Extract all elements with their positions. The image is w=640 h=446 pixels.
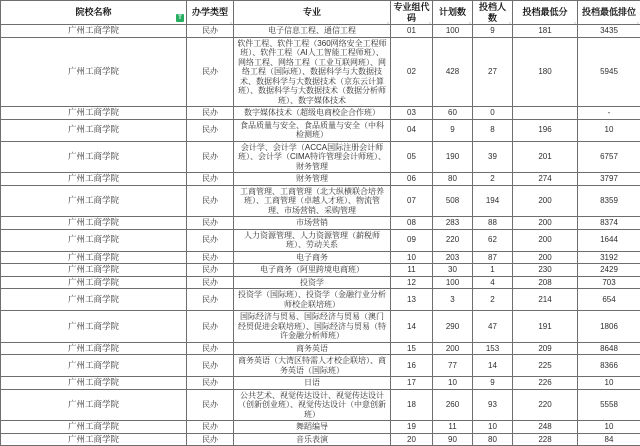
cell-group_code: 13 [391,289,433,311]
cell-school: 广州工商学院 [1,25,187,38]
cell-group_code: 14 [391,311,433,343]
table-row [1,433,640,446]
cell-plan: 100 [433,25,473,38]
cell-type: 民办 [187,37,234,107]
cell-major: 舞蹈编导 [234,421,391,434]
filter-badge-icon[interactable]: T [176,14,184,22]
cell-group_code: 18 [391,389,433,421]
cell-type: 民办 [187,119,234,141]
column-header-label: 投档人数 [479,2,506,23]
column-header-min_score [513,1,578,25]
cell-min_rank: 1806 [578,311,640,343]
cell-major: 商务英语 [234,342,391,355]
cell-major: 国际经济与贸易、国际经济与贸易（澳门经贸促进会联培班）、国际经济与贸易（特许金融分析师班） [234,311,391,343]
table-row [1,311,640,343]
cell-major: 投资学（国际班）、投资学（金融行业分析师校企联培班） [234,289,391,311]
cell-applicants: 10 [473,421,513,434]
cell-type: 民办 [187,289,234,311]
cell-school: 广州工商学院 [1,389,187,421]
cell-type: 民办 [187,421,234,434]
cell-school: 广州工商学院 [1,264,187,277]
cell-type: 民办 [187,355,234,377]
cell-min_rank: 2429 [578,264,640,277]
table-row [1,229,640,251]
cell-min_rank: 10 [578,119,640,141]
column-header-label: 专业组代码 [393,2,429,23]
cell-major: 人力资源管理、人力资源管理（薪税师班）、劳动关系 [234,229,391,251]
column-header-label: 院校名称 [75,7,111,17]
cell-group_code: 17 [391,377,433,390]
cell-min_score: 181 [513,25,578,38]
cell-type: 民办 [187,389,234,421]
cell-plan: 9 [433,119,473,141]
cell-type: 民办 [187,264,234,277]
cell-applicants: 88 [473,217,513,230]
cell-school: 广州工商学院 [1,185,187,217]
cell-school: 广州工商学院 [1,355,187,377]
table-row [1,377,640,390]
table-row [1,276,640,289]
cell-major: 市场营销 [234,217,391,230]
cell-plan: 260 [433,389,473,421]
cell-min_score: 248 [513,421,578,434]
cell-plan: 10 [433,377,473,390]
cell-major: 软件工程、软件工程（360网络安全工程师班）、软件工程（AI人工智能工程师班）、网络工程、网络工程（工业互联网班）、网络工程（国际班）、数据科学与大数据技术、数据科学与大数据技术（京东云计算班）、数据科学与大数据技术（数据分析师班）、数字媒体技术 [234,37,391,107]
cell-plan: 200 [433,342,473,355]
cell-applicants: 8 [473,119,513,141]
cell-major: 会计学、会计学（ACCA国际注册会计师班）、会计学（CIMA特许管理会计师班）、财务管理 [234,141,391,173]
cell-school: 广州工商学院 [1,107,187,120]
cell-applicants: 153 [473,342,513,355]
cell-min_rank: 8648 [578,342,640,355]
cell-plan: 60 [433,107,473,120]
cell-type: 民办 [187,229,234,251]
cell-school: 广州工商学院 [1,217,187,230]
cell-group_code: 07 [391,185,433,217]
table-row [1,185,640,217]
cell-min_score: 180 [513,37,578,107]
cell-plan: 77 [433,355,473,377]
cell-school: 广州工商学院 [1,377,187,390]
cell-group_code: 12 [391,276,433,289]
table-row [1,107,640,120]
cell-school: 广州工商学院 [1,173,187,186]
column-header-type [187,1,234,25]
cell-min_score: 208 [513,276,578,289]
cell-min_score: 200 [513,185,578,217]
table-body [1,25,640,446]
cell-type: 民办 [187,217,234,230]
cell-min_rank: 8366 [578,355,640,377]
cell-plan: 30 [433,264,473,277]
cell-min_rank: 1644 [578,229,640,251]
cell-plan: 290 [433,311,473,343]
cell-min_score: 228 [513,433,578,446]
cell-applicants: 27 [473,37,513,107]
cell-min_rank: 5945 [578,37,640,107]
table-row [1,37,640,107]
table-row [1,421,640,434]
cell-major: 财务管理 [234,173,391,186]
cell-applicants: 93 [473,389,513,421]
table-row [1,355,640,377]
cell-plan: 100 [433,276,473,289]
cell-min_rank: 8359 [578,185,640,217]
header-corner-mark-icon: , [469,18,471,25]
column-header-label: 投档最低排位 [582,7,636,17]
cell-major: 电子商务（阿里跨境电商班） [234,264,391,277]
cell-min_rank: 3797 [578,173,640,186]
cell-applicants: 4 [473,276,513,289]
table-row [1,119,640,141]
header-row [1,1,640,25]
cell-min_score: 214 [513,289,578,311]
header-corner-mark-icon: , [429,18,431,25]
cell-min_score: 226 [513,377,578,390]
cell-plan: 3 [433,289,473,311]
table-row [1,389,640,421]
cell-school: 广州工商学院 [1,119,187,141]
cell-min_score [513,107,578,120]
cell-min_rank: 5558 [578,389,640,421]
cell-plan: 428 [433,37,473,107]
cell-applicants: 1 [473,264,513,277]
cell-major: 日语 [234,377,391,390]
cell-applicants: 194 [473,185,513,217]
cell-plan: 220 [433,229,473,251]
table-header [1,1,640,25]
cell-major: 商务英语（大湾区特需人才校企联培）、商务英语（国际班） [234,355,391,377]
cell-type: 民办 [187,311,234,343]
cell-applicants: 62 [473,229,513,251]
cell-plan: 508 [433,185,473,217]
cell-plan: 203 [433,251,473,264]
cell-major: 工商管理、工商管理（北大纵横联合培养班）、工商管理（卓越人才班）、物流管理、市场营销、采购管理 [234,185,391,217]
cell-min_rank: 3192 [578,251,640,264]
cell-min_score: 274 [513,173,578,186]
cell-major: 电子信息工程、通信工程 [234,25,391,38]
cell-school: 广州工商学院 [1,276,187,289]
column-header-school [1,1,187,25]
column-header-major [234,1,391,25]
cell-type: 民办 [187,433,234,446]
cell-min_rank: 654 [578,289,640,311]
cell-min_score: 201 [513,141,578,173]
cell-min_rank: 6757 [578,141,640,173]
cell-school: 广州工商学院 [1,433,187,446]
column-header-label: 办学类型 [192,7,228,17]
cell-school: 广州工商学院 [1,37,187,107]
cell-plan: 190 [433,141,473,173]
cell-group_code: 04 [391,119,433,141]
cell-min_score: 230 [513,264,578,277]
table-row [1,217,640,230]
cell-major: 投资学 [234,276,391,289]
cell-plan: 283 [433,217,473,230]
cell-plan: 80 [433,173,473,186]
cell-type: 民办 [187,276,234,289]
cell-group_code: 20 [391,433,433,446]
cell-applicants: 2 [473,289,513,311]
cell-major: 数字媒体技术（超级电商校企合作班） [234,107,391,120]
cell-major: 食品质量与安全、食品质量与安全（中科检测班） [234,119,391,141]
header-corner-mark-icon: , [230,18,232,25]
column-header-applicants [473,1,513,25]
header-corner-mark-icon: , [574,18,576,25]
cell-type: 民办 [187,377,234,390]
cell-group_code: 06 [391,173,433,186]
cell-group_code: 10 [391,251,433,264]
cell-min_rank: 8374 [578,217,640,230]
cell-group_code: 19 [391,421,433,434]
table-row [1,264,640,277]
cell-school: 广州工商学院 [1,229,187,251]
cell-min_score: 196 [513,119,578,141]
table-row [1,251,640,264]
cell-group_code: 09 [391,229,433,251]
cell-plan: 11 [433,421,473,434]
cell-school: 广州工商学院 [1,421,187,434]
cell-major: 电子商务 [234,251,391,264]
column-header-label: 计划数 [439,7,466,17]
column-header-label: 投档最低分 [522,7,567,17]
cell-group_code: 11 [391,264,433,277]
cell-school: 广州工商学院 [1,342,187,355]
cell-type: 民办 [187,107,234,120]
cell-type: 民办 [187,251,234,264]
cell-applicants: 47 [473,311,513,343]
cell-applicants: 0 [473,107,513,120]
cell-type: 民办 [187,141,234,173]
cell-min_rank: 84 [578,433,640,446]
cell-min_rank: - [578,107,640,120]
cell-group_code: 05 [391,141,433,173]
cell-school: 广州工商学院 [1,251,187,264]
cell-type: 民办 [187,173,234,186]
table-row [1,141,640,173]
cell-applicants: 9 [473,25,513,38]
column-header-min_rank [578,1,640,25]
cell-min_score: 225 [513,355,578,377]
cell-group_code: 02 [391,37,433,107]
column-header-group_code [391,1,433,25]
cell-group_code: 16 [391,355,433,377]
header-corner-mark-icon: , [637,18,639,25]
header-corner-mark-icon: , [387,18,389,25]
cell-applicants: 80 [473,433,513,446]
cell-group_code: 03 [391,107,433,120]
cell-group_code: 01 [391,25,433,38]
header-corner-mark-icon: , [509,18,511,25]
cell-min_rank: 3435 [578,25,640,38]
cell-major: 公共艺术、视觉传达设计、视觉传达设计（创新创业班）、视觉传达设计（中意创新班） [234,389,391,421]
table-row [1,289,640,311]
column-header-label: 专业 [303,7,321,17]
cell-applicants: 9 [473,377,513,390]
cell-group_code: 08 [391,217,433,230]
cell-school: 广州工商学院 [1,289,187,311]
cell-type: 民办 [187,185,234,217]
cell-min_score: 220 [513,389,578,421]
cell-min_rank: 703 [578,276,640,289]
cell-school: 广州工商学院 [1,311,187,343]
cell-min_rank: 10 [578,377,640,390]
cell-min_score: 200 [513,229,578,251]
table-row [1,25,640,38]
cell-applicants: 14 [473,355,513,377]
cell-type: 民办 [187,25,234,38]
table-row [1,342,640,355]
cell-min_score: 209 [513,342,578,355]
cell-min_rank: 10 [578,421,640,434]
cell-applicants: 2 [473,173,513,186]
cell-type: 民办 [187,342,234,355]
table-row [1,173,640,186]
cell-min_score: 191 [513,311,578,343]
cell-school: 广州工商学院 [1,141,187,173]
cell-plan: 90 [433,433,473,446]
cell-applicants: 87 [473,251,513,264]
cell-min_score: 200 [513,251,578,264]
cell-min_score: 200 [513,217,578,230]
cell-applicants: 39 [473,141,513,173]
cell-major: 音乐表演 [234,433,391,446]
column-header-plan [433,1,473,25]
cell-group_code: 15 [391,342,433,355]
